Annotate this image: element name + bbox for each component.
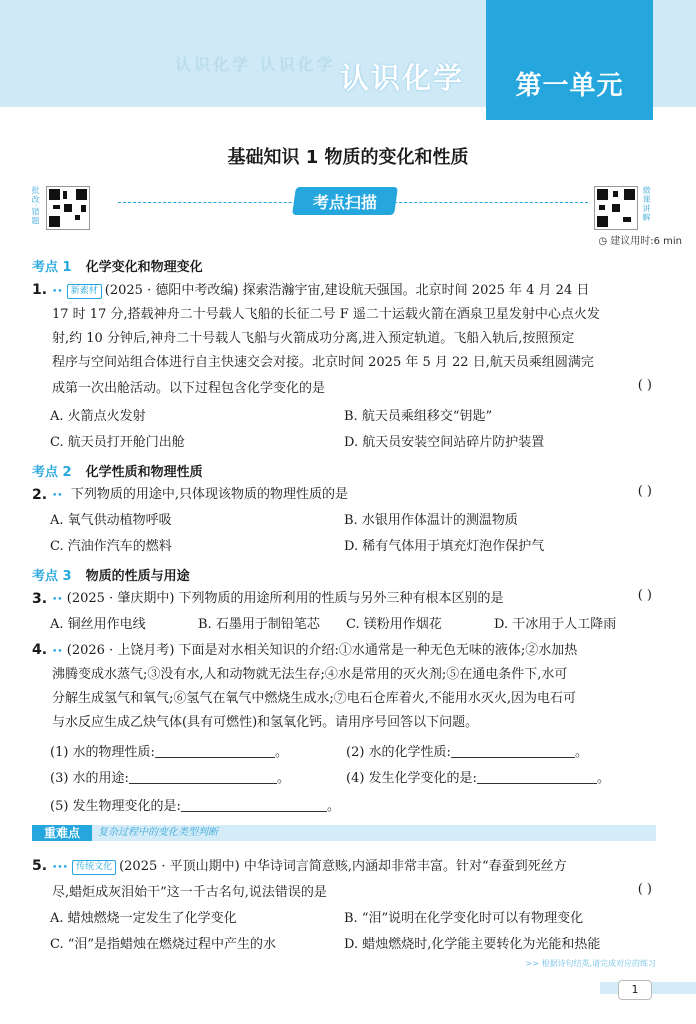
q5-option-a[interactable]: A. 蜡烛燃烧一定发生了化学变化 — [50, 911, 237, 926]
footnote: >> 根据诗句结英,请完成对应的练习 — [525, 959, 656, 968]
q5-option-d[interactable]: D. 蜡烛燃烧时,化学能主要转化为光能和热能 — [344, 937, 601, 952]
unit-label: 第一单元 — [486, 0, 653, 120]
q4-line-3: 分解生成氢气和氧气;⑥氢气在氧气中燃烧生成水;⑦电石仓库着火,不能用水灭火,因为电石可 — [52, 691, 577, 706]
q5-number: 5. — [32, 858, 48, 874]
q4-number: 4. — [32, 642, 48, 658]
page-number: 1 — [618, 980, 652, 1000]
q3-answer-blank[interactable]: ( ) — [637, 588, 652, 603]
q5-option-c[interactable]: C. “泪”是指蜡烛在燃烧过程中产生的水 — [50, 937, 277, 952]
q3-option-d[interactable]: D. 干冰用于人工降雨 — [494, 617, 617, 632]
qr-right-label: 微课讲解 — [642, 186, 651, 222]
q4-line-4: 与水反应生成乙炔气体(具有可燃性)和氢氧化钙。请用序号回答以下问题。 — [52, 715, 479, 730]
q1-option-d[interactable]: D. 航天员安装空间站碎片防护装置 — [344, 435, 545, 450]
key-difficulty-bar — [32, 825, 656, 841]
q4-part-5: (5) 发生物理变化的是: 。 — [50, 799, 340, 814]
kp-2: 考点 2 化学性质和物理性质 — [32, 465, 203, 480]
q4-part-3: (3) 水的用途: 。 — [50, 771, 290, 786]
q5-option-b[interactable]: B. “泪”说明在化学变化时可以有物理变化 — [344, 911, 584, 926]
q1-line-1: •• 新素材 (2025 · 德阳中考改编) 探索浩瀚宇宙,建设航天强国。北京时间 2025 年 4 月 24 日 — [52, 283, 590, 298]
q1-number: 1. — [32, 282, 48, 298]
q4-blank-2[interactable] — [451, 743, 575, 758]
q5-answer-blank[interactable]: ( ) — [637, 882, 652, 897]
q5-line-2: 尽,蜡炬成灰泪始干”这一千古名句,说法错误的是 — [52, 885, 327, 900]
q4-blank-1[interactable] — [155, 743, 275, 758]
q4-blank-3[interactable] — [129, 769, 277, 784]
q2-stem: •• 下列物质的用途中,只体现该物质的物理性质的是 — [52, 487, 349, 502]
q1-line-3: 射,约 10 分钟后,神舟二十号载人飞船与火箭成功分离,进入预定轨道。飞船入轨后,按照预定 — [52, 331, 575, 346]
key-difficulty-label: 重难点 — [32, 825, 92, 841]
section-label: 考点扫描 — [292, 187, 398, 215]
q1-answer-blank[interactable]: ( ) — [637, 378, 652, 393]
q3-stem: •• (2025 · 肇庆期中) 下列物质的用途所利用的性质与另外三种有根本区别的是 — [52, 591, 504, 606]
kp-1: 考点 1 化学变化和物理变化 — [32, 260, 203, 275]
q3-option-b[interactable]: B. 石墨用于制铅笔芯 — [198, 617, 320, 632]
q1-option-c[interactable]: C. 航天员打开舱门出舱 — [50, 435, 185, 450]
subject-title: 认识化学 — [340, 61, 465, 95]
q2-option-a[interactable]: A. 氧气供动植物呼吸 — [50, 513, 172, 528]
q4-part-2: (2) 水的化学性质: 。 — [346, 745, 588, 760]
key-difficulty-text: 复杂过程中的变化类型判断 — [98, 827, 218, 838]
q1-line-5: 成第一次出舱活动。以下过程包含化学变化的是 — [52, 381, 326, 396]
q2-answer-blank[interactable]: ( ) — [637, 484, 652, 499]
qr-code-left-icon[interactable] — [46, 186, 90, 230]
q2-option-c[interactable]: C. 汽油作汽车的燃料 — [50, 539, 172, 554]
q4-line-2: 沸腾变成水蒸气;③没有水,人和动物就无法生存;④水是常用的灭火剂;⑤在通电条件下,水可 — [52, 667, 568, 682]
q4-blank-4[interactable] — [477, 769, 597, 784]
q2-option-b[interactable]: B. 水银用作体温计的测温物质 — [344, 513, 518, 528]
q4-part-4: (4) 发生化学变化的是: 。 — [346, 771, 610, 786]
qr-left-label: 批改·错题 — [31, 186, 40, 226]
q2-option-d[interactable]: D. 稀有气体用于填充灯泡作保护气 — [344, 539, 545, 554]
q3-option-a[interactable]: A. 铜丝用作电线 — [50, 617, 146, 632]
kp-3: 考点 3 物质的性质与用途 — [32, 569, 190, 584]
q2-number: 2. — [32, 487, 48, 503]
q5-line-1: ••• 传统文化 (2025 · 平顶山期中) 中华诗词言简意赅,内涵却非常丰富。针对“春蚕到死丝方 — [52, 859, 567, 874]
q3-number: 3. — [32, 591, 48, 607]
q4-line-1: •• (2026 · 上饶月考) 下面是对水相关知识的介绍:①水通常是一种无色无味的液体;②水加热 — [52, 643, 578, 658]
qr-code-right-icon[interactable] — [594, 186, 638, 230]
q1-option-b[interactable]: B. 航天员乘组移交“钥匙” — [344, 409, 493, 424]
header-ghost-text: 认识化学 认识化学 — [175, 55, 336, 74]
q1-line-4: 程序与空间站组合体进行自主快速交会对接。北京时间 2025 年 5 月 22 日,航天员乘组圆满完 — [52, 355, 594, 370]
q4-part-1: (1) 水的物理性质: 。 — [50, 745, 288, 760]
q3-option-c[interactable]: C. 镁粉用作烟花 — [346, 617, 442, 632]
q1-line-2: 17 时 17 分,搭载神舟二十号载人飞船的长征二号 F 遥二十运载火箭在酒泉卫星发射中心点火发 — [52, 307, 600, 322]
q4-blank-5[interactable] — [181, 797, 327, 812]
q1-option-a[interactable]: A. 火箭点火发射 — [50, 409, 146, 424]
suggested-time: ◷ 建议用时:6 min — [598, 236, 682, 247]
page-title: 基础知识 1 物质的变化和性质 — [227, 147, 469, 168]
